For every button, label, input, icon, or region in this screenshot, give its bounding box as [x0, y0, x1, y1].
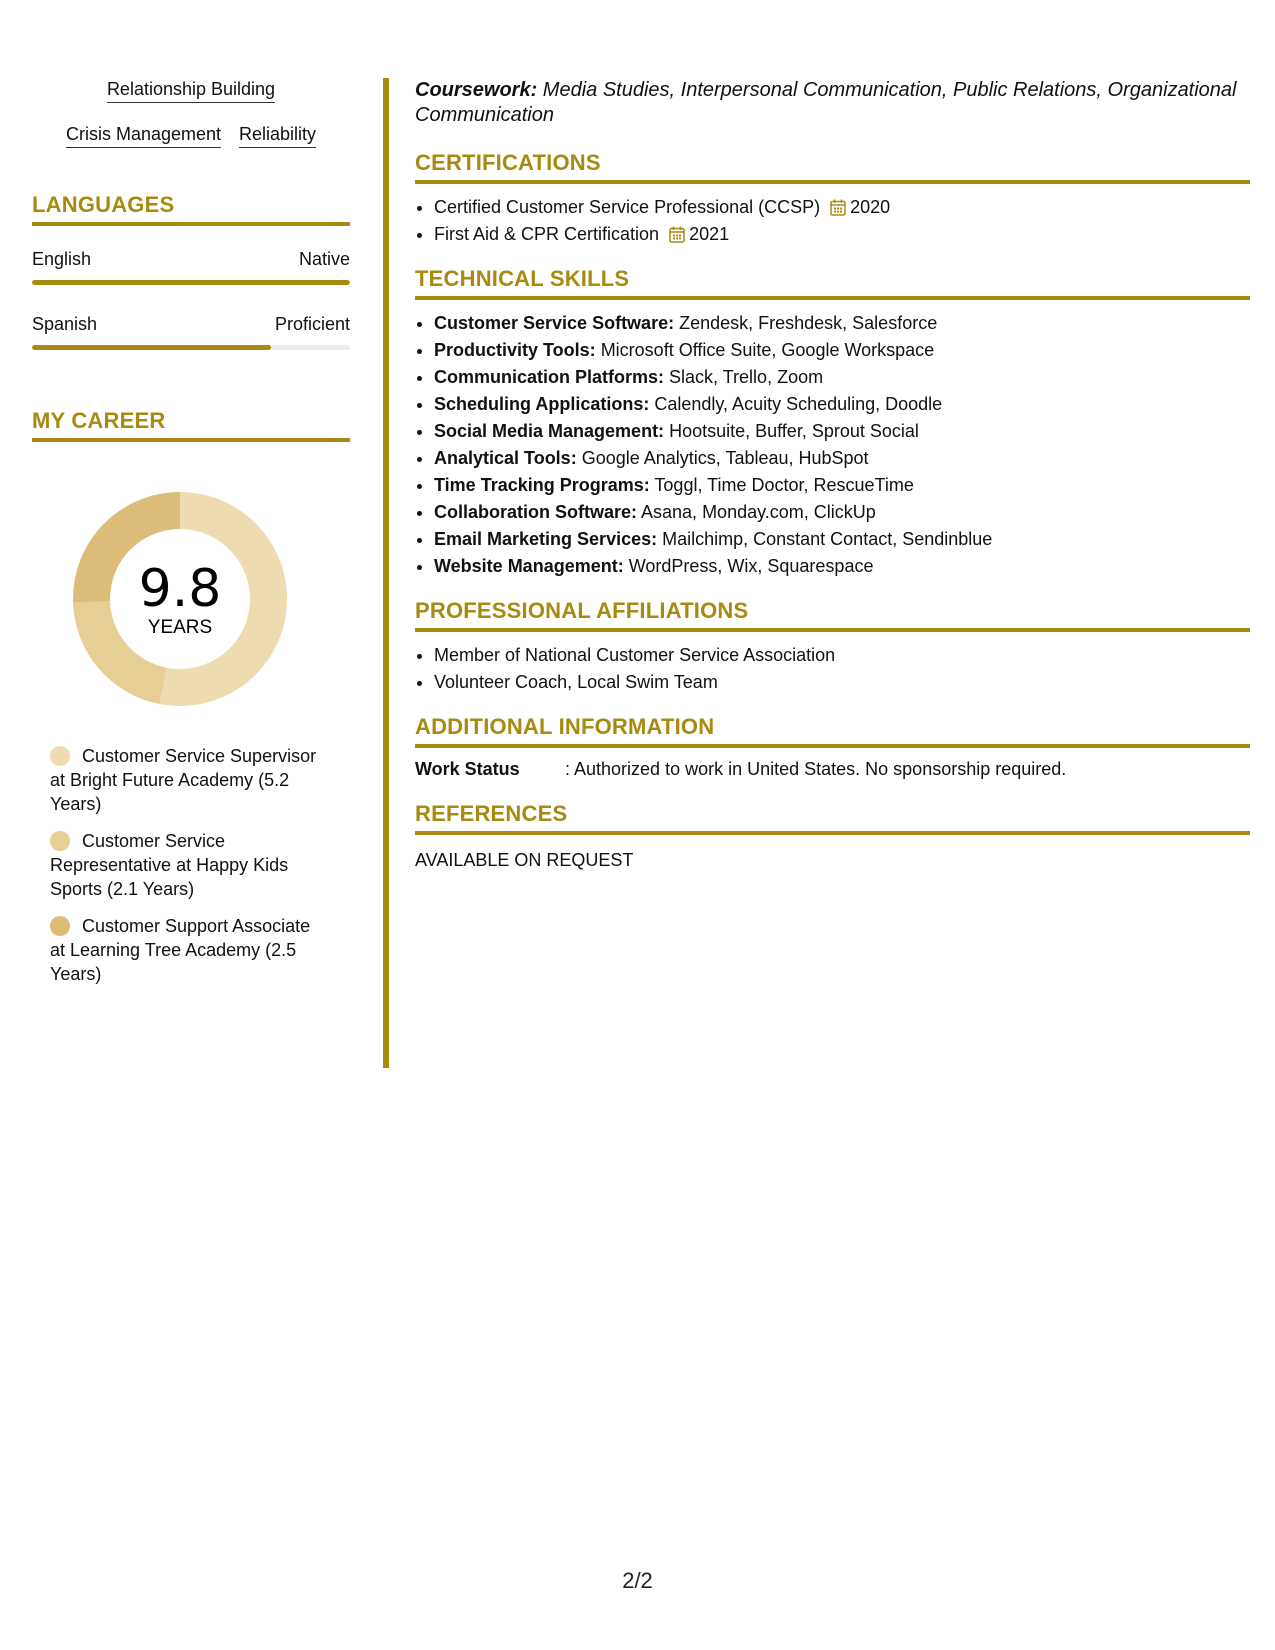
language-bar	[32, 345, 350, 350]
language-name: English	[32, 249, 92, 269]
coursework-label: Coursework:	[415, 79, 538, 101]
tech-skill-value: Toggl, Time Doctor, RescueTime	[649, 475, 914, 495]
skill-tag: Reliability	[239, 123, 316, 148]
tech-skill-value: Calendly, Acuity Scheduling, Doodle	[649, 394, 943, 414]
certifications-section	[415, 150, 1250, 248]
tech-skill-item	[434, 499, 1250, 526]
career-heading: MY CAREER	[32, 408, 350, 442]
career-total-years: 9.8	[138, 559, 222, 619]
tech-skill-value: Asana, Monday.com, ClickUp	[637, 502, 876, 522]
tech-skill-item	[434, 391, 1250, 418]
references-text: AVAILABLE ON REQUEST	[415, 850, 634, 870]
languages-heading: LANGUAGES	[32, 192, 350, 226]
skill-tag: Crisis Management	[66, 123, 221, 148]
additional-info-section	[415, 714, 1250, 783]
technical-skills-list	[415, 310, 1250, 580]
tech-skill-item	[434, 418, 1250, 445]
career-item-label: Customer Service Representative at Happy Kids Sports (2.1 Years)	[50, 831, 289, 899]
language-level: Native	[298, 249, 350, 269]
tech-skill-label: Time Tracking Programs:	[434, 475, 650, 495]
technical-skills-heading: TECHNICAL SKILLS	[415, 266, 1250, 300]
tech-skill-item	[434, 553, 1250, 580]
right-column	[415, 78, 1250, 892]
career-donut-chart	[67, 486, 293, 712]
work-status-row	[415, 756, 1250, 783]
language-item	[32, 248, 350, 285]
legend-dot	[50, 746, 70, 766]
coursework-text: Media Studies, Interpersonal Communication, Public Relations, Organizational Communication	[415, 79, 1237, 126]
tech-skill-value: Zendesk, Freshdesk, Salesforce	[674, 313, 938, 333]
tech-skill-label: Communication Platforms:	[434, 367, 665, 387]
affiliation-item: • Volunteer Coach, Local Swim Team	[434, 669, 1250, 696]
tech-skill-value: Slack, Trello, Zoom	[664, 367, 824, 387]
tech-skill-value: Mailchimp, Constant Contact, Sendinblue	[657, 529, 993, 549]
tech-skill-label: Email Marketing Services:	[434, 529, 658, 549]
career-total-unit: YEARS	[147, 617, 213, 638]
tech-skill-item	[434, 310, 1250, 337]
affiliations-heading: PROFESSIONAL AFFILIATIONS	[415, 598, 1250, 632]
tech-skill-label: Customer Service Software:	[434, 313, 675, 333]
language-item	[32, 313, 350, 350]
work-status-label: Work Status	[415, 759, 520, 779]
coursework	[415, 78, 1250, 128]
tech-skill-label: Scheduling Applications:	[434, 394, 650, 414]
legend-dot	[50, 831, 70, 851]
career-item-label: Customer Service Supervisor at Bright Future Academy (5.2 Years)	[50, 746, 317, 814]
certification-year: 2020	[850, 197, 891, 217]
tech-skill-value: WordPress, Wix, Squarespace	[623, 556, 874, 576]
certification-item	[434, 221, 1250, 248]
page-number: 2/2	[622, 1568, 653, 1593]
certification-name: First Aid & CPR Certification	[434, 224, 660, 244]
tech-skill-item	[434, 364, 1250, 391]
career-item	[50, 829, 330, 901]
tech-skill-value: Google Analytics, Tableau, HubSpot	[576, 448, 869, 468]
technical-skills-section	[415, 266, 1250, 580]
donut-center	[67, 486, 293, 712]
tech-skill-item	[434, 526, 1250, 553]
skills-row-1	[32, 78, 350, 103]
column-divider	[383, 78, 389, 1068]
career-item-label: Customer Support Associate at Learning Tree Academy (2.5 Years)	[50, 916, 311, 984]
languages-list	[32, 248, 350, 350]
tech-skill-value: Hootsuite, Buffer, Sprout Social	[664, 421, 919, 441]
tech-skill-item	[434, 472, 1250, 499]
certification-name: Certified Customer Service Professional (CCSP)	[434, 197, 821, 217]
calendar-icon	[669, 226, 685, 243]
tech-skill-label: Website Management:	[434, 556, 624, 576]
language-bar-fill	[32, 280, 350, 285]
additional-info-heading: ADDITIONAL INFORMATION	[415, 714, 1250, 748]
affiliation-item: • Member of National Customer Service Association	[434, 642, 1250, 669]
tech-skill-label: Social Media Management:	[434, 421, 665, 441]
affiliations-section	[415, 598, 1250, 696]
work-status-value: : Authorized to work in United States. No sponsorship required.	[565, 759, 1067, 779]
certification-item	[434, 194, 1250, 221]
career-legend	[50, 744, 330, 986]
references-heading: REFERENCES	[415, 801, 1250, 835]
references-section	[415, 801, 1250, 874]
legend-dot	[50, 916, 70, 936]
affiliations-list	[415, 642, 1250, 696]
calendar-icon	[830, 199, 846, 216]
tech-skill-label: Analytical Tools:	[434, 448, 577, 468]
certifications-heading: CERTIFICATIONS	[415, 150, 1250, 184]
language-level: Proficient	[274, 314, 350, 334]
language-name: Spanish	[32, 314, 98, 334]
certification-year: 2021	[689, 224, 730, 244]
tech-skill-item	[434, 337, 1250, 364]
skills-row-2	[32, 123, 350, 148]
career-item	[50, 914, 330, 986]
skill-tag: Relationship Building	[107, 78, 275, 103]
tech-skill-item	[434, 445, 1250, 472]
certifications-list	[415, 194, 1250, 248]
tech-skill-label: Collaboration Software:	[434, 502, 638, 522]
tech-skill-label: Productivity Tools:	[434, 340, 596, 360]
tech-skill-value: Microsoft Office Suite, Google Workspace	[595, 340, 935, 360]
language-bar	[32, 280, 350, 285]
left-column	[32, 78, 350, 999]
career-item	[50, 744, 330, 816]
language-bar-fill	[32, 345, 271, 350]
